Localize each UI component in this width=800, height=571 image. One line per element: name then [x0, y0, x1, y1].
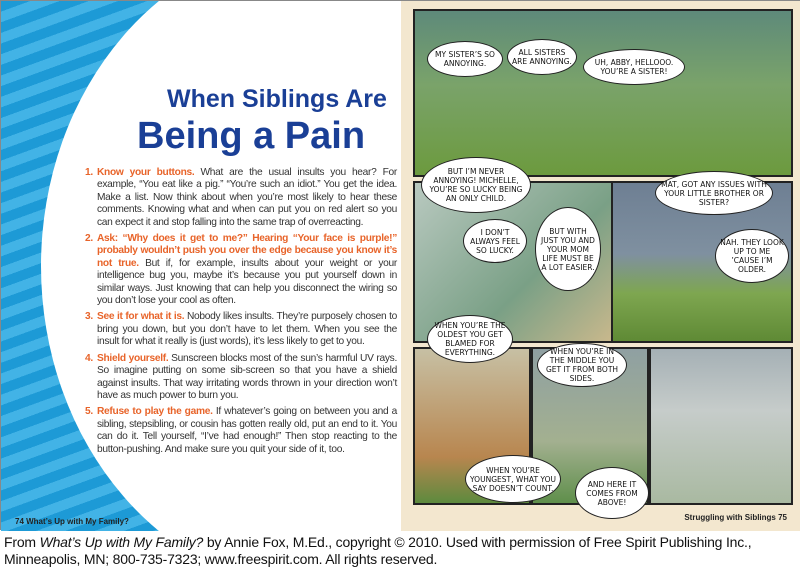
item-lead: See it for what it is. [97, 311, 185, 323]
item-number: 3. [85, 311, 93, 323]
item-lead: Know your buttons. [97, 167, 195, 178]
list-item [85, 233, 397, 307]
speech-bubble: MY SISTER’S SO ANNOYING. [427, 41, 503, 77]
list-item [85, 406, 397, 456]
speech-bubble: AND HERE IT COMES FROM ABOVE! [575, 467, 649, 519]
speech-bubble: WHEN YOU’RE IN THE MIDDLE YOU GET IT FROM BOTH SIDES. [537, 343, 627, 387]
list-item [85, 167, 397, 229]
speech-bubble: BUT WITH JUST YOU AND YOUR MOM LIFE MUST BE A LOT EASIER. [535, 207, 601, 291]
item-lead: Refuse to play the game. [97, 406, 213, 418]
speech-bubble: BUT I’M NEVER ANNOYING! MICHELLE, YOU’RE SO LUCKY BEING AN ONLY CHILD. [421, 157, 531, 213]
item-number: 1. [85, 167, 93, 178]
speech-bubble: UH, ABBY, HELLOOO. YOU’RE A SISTER! [583, 49, 685, 85]
comic-panel-1 [413, 9, 793, 177]
caption-text: by Annie Fox, M.Ed., copyright © 2010. Used with permission of Free Spirit Publishing Inc., Minneapolis, MN; 800-735-7323; www.freespirit.com. All rights reserved. [4, 534, 752, 567]
caption-prefix: From [4, 534, 40, 550]
item-number: 5. [85, 406, 93, 418]
caption-book-title: What’s Up with My Family? [39, 534, 204, 550]
item-number: 4. [85, 352, 93, 364]
list-item [85, 311, 397, 348]
item-lead: Shield yourself. [97, 352, 169, 364]
speech-bubble: WHEN YOU’RE YOUNGEST, WHAT YOU SAY DOESN’T COUNT. [465, 455, 561, 503]
title-line-1: When Siblings Are [167, 85, 387, 113]
tips-list [85, 167, 397, 460]
item-text: Nobody likes insults. They’re purposely chosen to bring you down, but you don’t have to let them. When you see the insult for what it really is (just words), it’s less likely to get to you. [97, 311, 397, 348]
left-page [1, 1, 401, 531]
right-folio: Struggling with Siblings 75 [684, 513, 787, 522]
speech-bubble: I DON’T ALWAYS FEEL SO LUCKY. [463, 219, 527, 263]
item-number: 2. [85, 233, 93, 245]
permission-caption [4, 534, 798, 568]
speech-bubble: ALL SISTERS ARE ANNOYING. [507, 39, 577, 75]
speech-bubble: MAT, GOT ANY ISSUES WITH YOUR LITTLE BROTHER OR SISTER? [655, 171, 773, 215]
item-text: If whatever’s going on between you and a sibling, stepsibling, or cousin has gotten really old, put an end to it. You can do it. Tell yourself, “I’ve had enough!” Then stop reacting to the button-pushing. And make sure you quit your side of it, too. [97, 406, 397, 455]
speech-bubble: WHEN YOU’RE THE OLDEST YOU GET BLAMED FOR EVERYTHING. [427, 315, 513, 363]
item-lead: Ask: “Why does it get to me?” Hearing “Your face is purple!” probably wouldn’t push you over the edge because you know it’s not true. [97, 233, 397, 269]
list-item [85, 353, 397, 403]
item-text: What are the usual insults you hear? For example, “You eat like a pig.” “You’re such an idiot.” You get the idea. Make a list. Now think about when you’re most likely to hear these comments. Knowing what and when can put you on red alert so you can expect it and stop falling into the same trap of overreacting. [97, 167, 397, 228]
item-text: But if, for example, insults about your weight or your intelligence bug you, maybe it’s because you put yourself down in similar ways. Just knowing that can help you disconnect the wiring so you don’t lose your cool as often. [97, 257, 397, 307]
comic-panel-6 [649, 347, 793, 505]
right-page-comic [401, 1, 800, 531]
page-title: Being a Pain [137, 115, 366, 157]
speech-bubble: NAH. THEY LOOK UP TO ME ’CAUSE I’M OLDER. [715, 229, 789, 283]
left-folio: 74 What’s Up with My Family? [15, 517, 129, 526]
item-text: Sunscreen blocks most of the sun’s harmful UV rays. So imagine putting on some sib-screen so that you have a shield against insults. That way irritating words thrown in your direction won’t have as much power to burn you. [97, 352, 397, 401]
